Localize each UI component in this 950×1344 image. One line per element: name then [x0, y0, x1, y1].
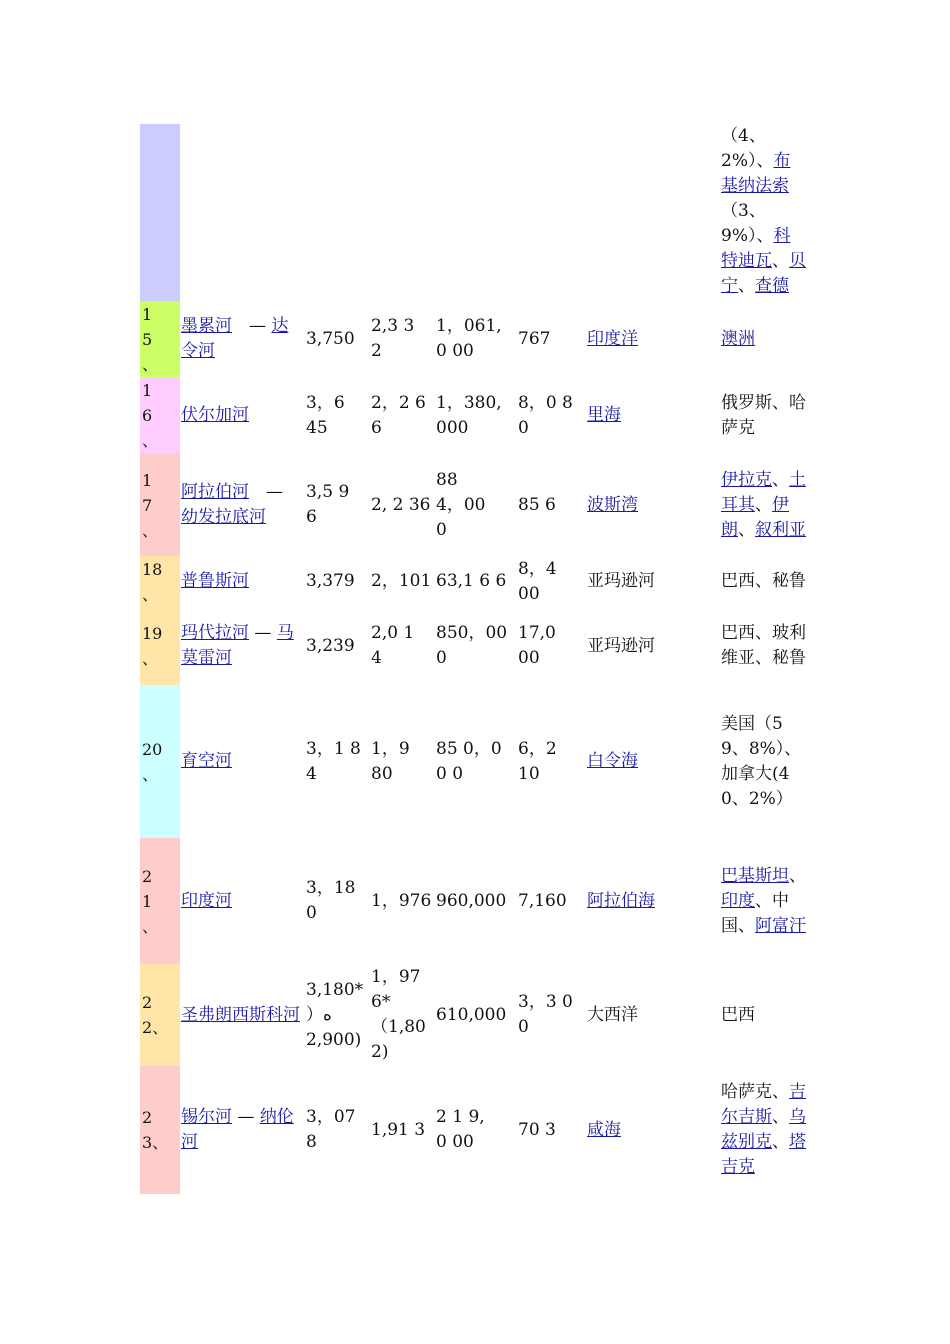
length-km-cell: [306, 838, 366, 964]
countries-cell: [721, 454, 807, 556]
length-mi-cell: [371, 964, 435, 1066]
length-mi-cell: [371, 124, 435, 301]
basin-area-cell: [436, 607, 514, 685]
length-km: 3，07 8: [306, 1107, 356, 1152]
river-name-cell: [181, 454, 303, 556]
countries-link[interactable]: 吉尔吉斯: [721, 1082, 806, 1127]
length-mi: 2,3 3 2: [371, 316, 415, 361]
length-mi-cell: [371, 1066, 435, 1194]
length-km-cell: [306, 454, 366, 556]
length-km-cell: [306, 1066, 366, 1194]
river-mouth-cell: [587, 964, 717, 1066]
rank-number-cell: [140, 685, 180, 838]
river-mouth-cell: [587, 685, 717, 838]
river-name-text: —: [249, 623, 277, 643]
river-name-link[interactable]: 育空河: [181, 751, 232, 771]
countries-text: 、: [789, 865, 806, 886]
countries-text: 俄罗斯、哈萨克: [721, 392, 806, 438]
discharge: 6，2 10: [518, 738, 557, 784]
river-name-cell: [181, 685, 303, 838]
river-mouth-cell: [587, 607, 717, 685]
basin-area-cell: [436, 377, 514, 454]
length-km: 3,750: [306, 328, 355, 349]
table-row: [140, 124, 810, 301]
countries-link[interactable]: 澳洲: [721, 328, 755, 349]
countries-link[interactable]: 阿富汗: [755, 915, 806, 936]
rank-number: 1 7 、: [142, 470, 159, 540]
rank-number: 18 、: [142, 559, 163, 604]
river-name-cell: [181, 301, 303, 377]
countries: [721, 569, 806, 594]
countries: [721, 712, 807, 812]
rank-number-cell: [140, 607, 180, 685]
discharge-cell: [518, 838, 584, 964]
basin-area-cell: [436, 556, 514, 607]
length-km: 3，1 8 4: [306, 738, 361, 784]
length-km-cell: [306, 685, 366, 838]
countries: [721, 124, 807, 299]
length-mi: 1,91 3: [371, 1119, 426, 1140]
river-name: [181, 1105, 303, 1155]
length-mi: 2, 2 36: [371, 494, 431, 515]
rank-number-cell: [140, 556, 180, 607]
countries-link[interactable]: 伊朗: [721, 494, 789, 540]
countries-link[interactable]: 科特迪瓦: [721, 226, 791, 271]
river-name-link[interactable]: 幼发拉底河: [181, 507, 266, 527]
table-row: [140, 607, 810, 685]
table-row: [140, 685, 810, 838]
rank-number-cell: [140, 301, 180, 377]
river-name-link[interactable]: 纳伦河: [181, 1107, 294, 1152]
basin-area-cell: [436, 685, 514, 838]
countries-text: 、: [738, 276, 755, 296]
river-mouth-cell: [587, 377, 717, 454]
rank-number-cell: [140, 964, 180, 1066]
river-name-text: —: [232, 316, 272, 336]
table-row: [140, 556, 810, 607]
basin-area: 85 0，0 0 0: [436, 738, 502, 784]
countries-text: 美国（59、8%）、加拿大(40、2%）: [721, 713, 802, 809]
river-name: [181, 314, 303, 364]
countries: [721, 621, 807, 671]
countries-link[interactable]: 印度: [721, 890, 755, 911]
countries-cell: [721, 685, 807, 838]
countries-cell: [721, 607, 807, 685]
river-name: [181, 403, 249, 428]
discharge-cell: [518, 301, 584, 377]
rank-number: 1 6 、: [142, 381, 159, 450]
countries-text: 哈萨克、: [721, 1082, 789, 1102]
countries-link[interactable]: 贝宁: [721, 251, 806, 296]
length-mi: 2,0 1 4: [371, 623, 415, 668]
river-name: [181, 889, 232, 914]
river-mouth-link[interactable]: 里海: [587, 405, 621, 425]
discharge-cell: [518, 685, 584, 838]
length-km: 3,379: [306, 571, 355, 591]
length-mi: 1，976: [371, 890, 432, 911]
discharge: 70 3: [518, 1119, 556, 1140]
length-km-cell: [306, 377, 366, 454]
length-mi-cell: [371, 377, 435, 454]
river-name-cell: [181, 377, 303, 454]
rank-number: 19 、: [142, 624, 163, 668]
river-mouth: 亚玛逊河: [587, 635, 655, 656]
length-mi: 2，2 6 6: [371, 392, 426, 438]
length-mi-cell: [371, 685, 435, 838]
length-km: 3，180: [306, 878, 356, 923]
length-mi-cell: [371, 838, 435, 964]
length-mi-cell: [371, 454, 435, 556]
basin-area: 960,000: [436, 890, 507, 911]
discharge-cell: [518, 454, 584, 556]
length-km-cell: [306, 124, 366, 301]
length-mi-cell: [371, 556, 435, 607]
rank-number: 1 5 、: [142, 304, 159, 374]
countries-link[interactable]: 乌兹别克: [721, 1107, 806, 1152]
river-name: [181, 1003, 300, 1028]
discharge: 767: [518, 328, 551, 349]
countries-text: 、: [772, 469, 789, 490]
river-name-cell: [181, 556, 303, 607]
length-km: 3，6 45: [306, 392, 345, 438]
length-km-cell: [306, 556, 366, 607]
river-name: [181, 621, 303, 671]
countries: [721, 1080, 807, 1180]
basin-area-cell: [436, 301, 514, 377]
rank-number-cell: [140, 377, 180, 454]
rank-number: 2 1 、: [142, 866, 159, 936]
river-name-cell: [181, 964, 303, 1066]
countries-text: 、: [756, 151, 774, 171]
river-name-text: —: [249, 482, 289, 502]
basin-area: 2 1 9, 0 00: [436, 1107, 485, 1152]
river-mouth-link[interactable]: 咸海: [587, 1119, 621, 1140]
river-name: [181, 749, 232, 774]
river-name-cell: [181, 607, 303, 685]
countries-link[interactable]: 巴基斯坦: [721, 865, 789, 886]
countries-text: 、: [772, 1132, 789, 1152]
countries-text: （3、9%）: [721, 201, 766, 246]
length-km-cell: [306, 964, 366, 1066]
discharge-cell: [518, 1066, 584, 1194]
rank-number: 20 、: [142, 739, 163, 784]
countries-cell: [721, 124, 807, 301]
length-km: 3,180* ）ه 2,900): [306, 979, 364, 1050]
discharge: 8，0 8 0: [518, 392, 573, 438]
river-name-cell: [181, 124, 303, 301]
rank-number: 2 2、: [142, 993, 169, 1037]
river-mouth: 亚玛逊河: [587, 571, 655, 591]
basin-area-cell: [436, 124, 514, 301]
discharge: 85 6: [518, 494, 556, 515]
countries-text: 、: [738, 519, 755, 540]
river-name-text: —: [232, 1107, 260, 1127]
table-row: [140, 1066, 810, 1194]
countries-text: 、: [756, 226, 774, 246]
countries-cell: [721, 1066, 807, 1194]
river-name-cell: [181, 838, 303, 964]
river-name: [181, 480, 303, 530]
countries-link[interactable]: 叙利亚: [755, 519, 806, 540]
river-mouth-cell: [587, 1066, 717, 1194]
countries-cell: [721, 838, 807, 964]
river-name-link[interactable]: 达令河: [181, 316, 289, 361]
countries-text: （4、2%）: [721, 126, 766, 171]
countries-text: 、: [772, 1107, 789, 1127]
table-row: [140, 964, 810, 1066]
basin-area-cell: [436, 1066, 514, 1194]
countries-text: 、: [755, 494, 772, 515]
basin-area: 1，061, 0 00: [436, 316, 502, 361]
length-km-cell: [306, 301, 366, 377]
length-km: 3,239: [306, 635, 355, 656]
countries-cell: [721, 964, 807, 1066]
table-row: [140, 454, 810, 556]
countries-link[interactable]: 伊拉克: [721, 469, 772, 490]
river-name: [181, 569, 249, 594]
river-name-link[interactable]: 马莫雷河: [181, 623, 294, 668]
river-mouth-link[interactable]: 阿拉伯海: [587, 890, 655, 911]
river-name-link[interactable]: 锡尔河: [181, 1107, 232, 1127]
countries-link[interactable]: 布基纳法索: [721, 151, 791, 196]
countries-link[interactable]: 查德: [755, 276, 789, 296]
discharge-cell: [518, 124, 584, 301]
length-km: 3,5 9 6: [306, 482, 350, 527]
river-mouth: 大西洋: [587, 1004, 638, 1025]
length-mi: 1，9 80: [371, 738, 410, 784]
basin-area-cell: [436, 838, 514, 964]
river-mouth-cell: [587, 301, 717, 377]
countries-cell: [721, 556, 807, 607]
river-name-link[interactable]: 印度河: [181, 890, 232, 911]
basin-area-cell: [436, 964, 514, 1066]
countries-text: 、中国、: [721, 890, 789, 936]
discharge: 8，4 00: [518, 558, 557, 604]
river-mouth-link[interactable]: 白令海: [587, 751, 638, 771]
river-mouth-link[interactable]: 印度洋: [587, 328, 638, 349]
countries: [721, 327, 755, 352]
table-row: [140, 377, 810, 454]
countries-text: 巴西: [721, 1004, 755, 1025]
countries-link[interactable]: 塔吉克: [721, 1132, 806, 1177]
basin-area: 63,1 6 6: [436, 571, 507, 591]
discharge-cell: [518, 377, 584, 454]
river-name-cell: [181, 1066, 303, 1194]
length-mi: 1，97 6* （1,80 2): [371, 967, 426, 1062]
length-mi-cell: [371, 607, 435, 685]
table-row: [140, 301, 810, 377]
basin-area: 850，000: [436, 623, 508, 668]
table-row: [140, 838, 810, 964]
rank-number-cell: [140, 1066, 180, 1194]
rank-number-cell: [140, 124, 180, 301]
river-mouth-cell: [587, 838, 717, 964]
countries-cell: [721, 301, 807, 377]
countries-cell: [721, 377, 807, 454]
basin-area: 610,000: [436, 1004, 507, 1025]
length-mi: 2，101: [371, 571, 432, 591]
countries-text: 巴西、秘鲁: [721, 571, 806, 591]
countries-text: 、: [772, 251, 789, 271]
countries-link[interactable]: 土耳其: [721, 469, 806, 515]
rank-number: 2 3、: [142, 1108, 169, 1152]
countries: [721, 864, 807, 939]
river-name-link[interactable]: 普鲁斯河: [181, 571, 249, 591]
countries-text: 巴西、玻利维亚、秘鲁: [721, 623, 806, 668]
basin-area: 1，380, 000: [436, 392, 502, 438]
length-km-cell: [306, 607, 366, 685]
river-mouth-cell: [587, 454, 717, 556]
discharge-cell: [518, 556, 584, 607]
rank-number-cell: [140, 454, 180, 556]
river-name-link[interactable]: 玛代拉河: [181, 623, 249, 643]
discharge: 17,0 00: [518, 623, 556, 668]
discharge: 3，3 0 0: [518, 992, 573, 1037]
basin-area-cell: [436, 454, 514, 556]
basin-area: 88 4，00 0: [436, 469, 486, 540]
river-name-link[interactable]: 墨累河: [181, 316, 232, 336]
river-mouth-cell: [587, 556, 717, 607]
countries: [721, 391, 807, 441]
countries: [721, 468, 807, 543]
discharge-cell: [518, 607, 584, 685]
river-mouth-cell: [587, 124, 717, 301]
river-name-link[interactable]: 圣弗朗西斯科河: [181, 1004, 300, 1025]
length-mi-cell: [371, 301, 435, 377]
river-name-link[interactable]: 伏尔加河: [181, 405, 249, 425]
discharge-cell: [518, 964, 584, 1066]
countries: [721, 1003, 755, 1028]
rank-number-cell: [140, 838, 180, 964]
discharge: 7,160: [518, 890, 567, 911]
river-name-link[interactable]: 阿拉伯河: [181, 482, 249, 502]
river-mouth-link[interactable]: 波斯湾: [587, 494, 638, 515]
